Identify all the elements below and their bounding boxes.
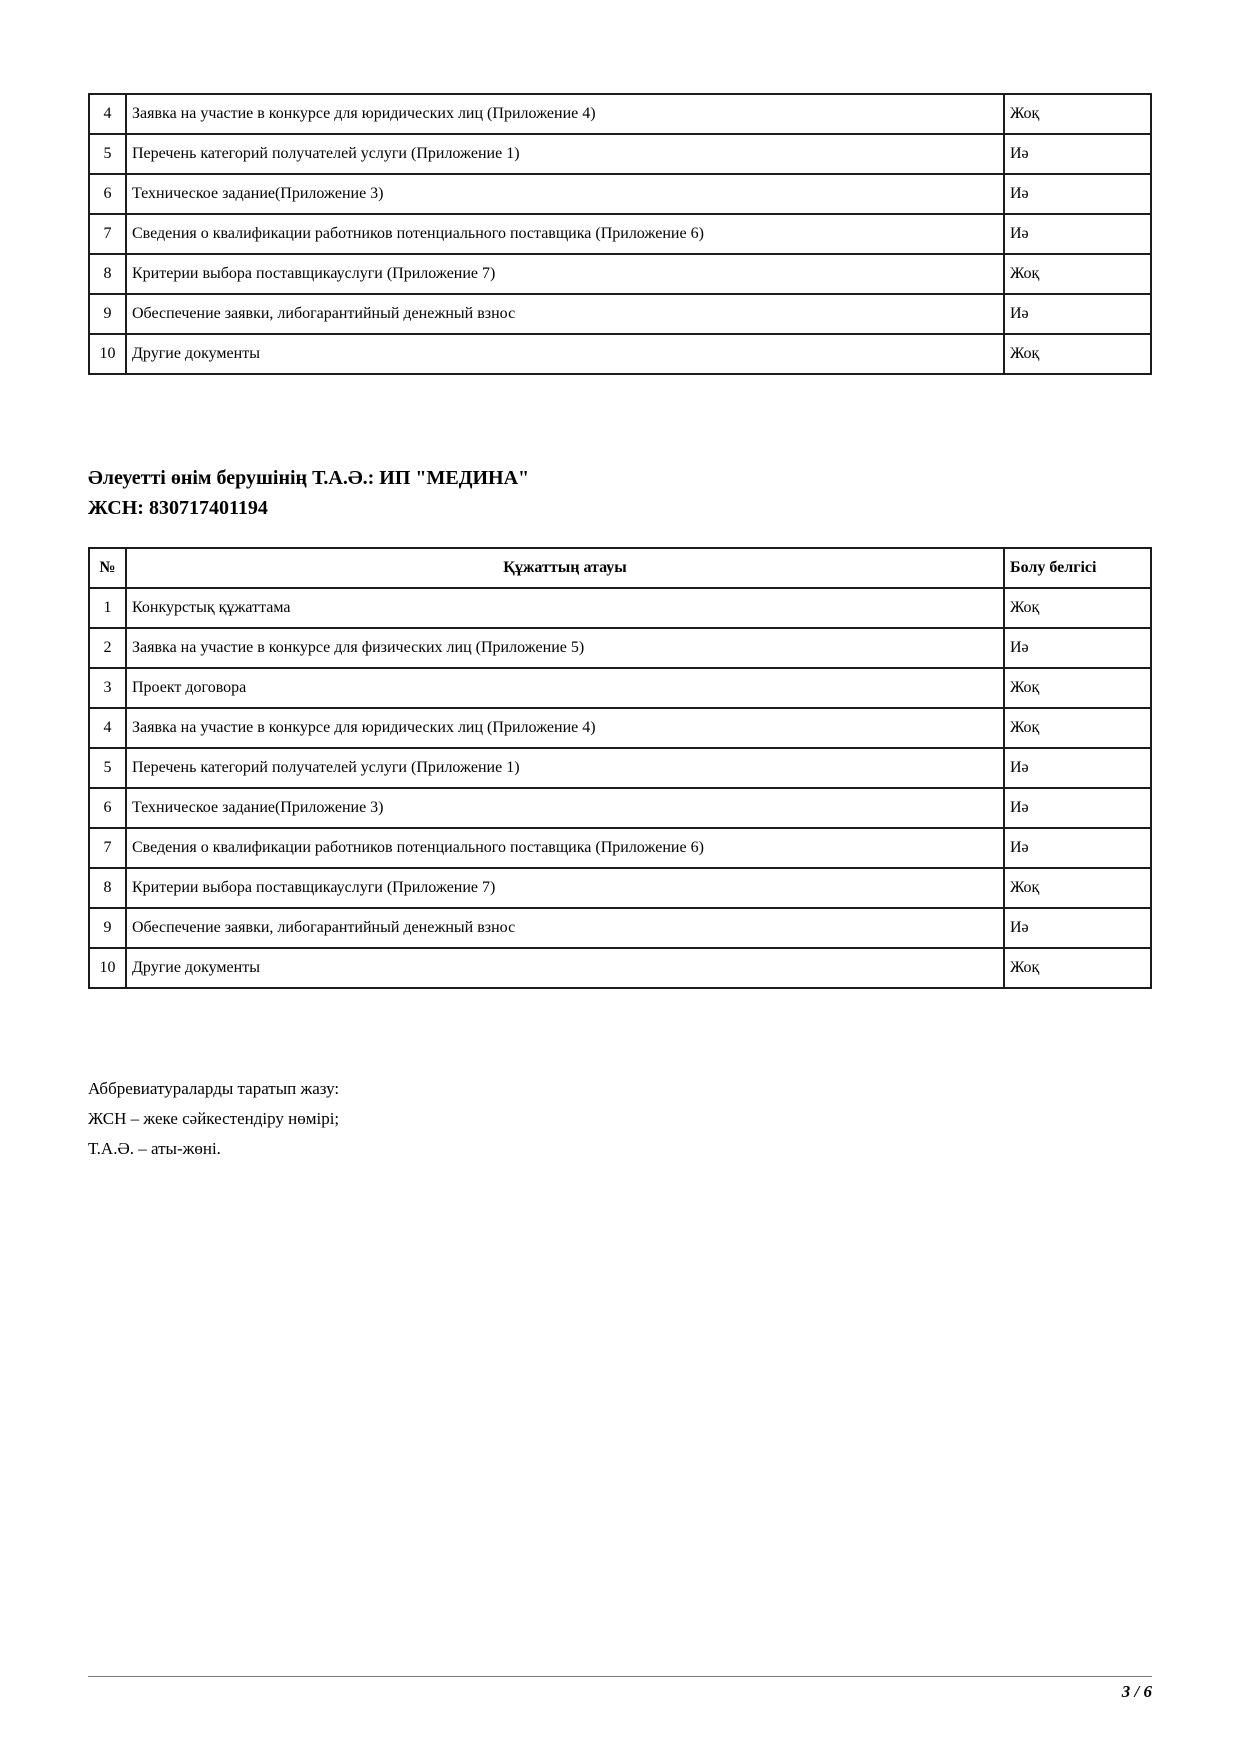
presence-flag-cell: Иә [1004, 174, 1151, 214]
table-row [89, 908, 1151, 948]
presence-flag-cell: Иә [1004, 134, 1151, 174]
row-number-cell: 10 [89, 948, 126, 988]
presence-flag-cell: Иә [1004, 748, 1151, 788]
table-row [89, 134, 1151, 174]
supplier-name-line: Әлеуетті өнім берушінің Т.А.Ә.: ИП "МЕДИНА" [88, 467, 530, 489]
presence-flag-cell: Иә [1004, 628, 1151, 668]
supplier-id-line: ЖСН: 830717401194 [88, 497, 268, 519]
table-row [89, 668, 1151, 708]
row-number-cell: 6 [89, 174, 126, 214]
table-row [89, 948, 1151, 988]
presence-flag-cell: Иә [1004, 908, 1151, 948]
table-row [89, 748, 1151, 788]
abbreviations-title: Аббревиатураларды таратып жазу: [88, 1079, 340, 1098]
document-name-cell: Перечень категорий получателей услуги (Приложение 1) [126, 134, 1004, 174]
row-number-cell: 5 [89, 748, 126, 788]
row-number-cell: 4 [89, 708, 126, 748]
abbreviation-zhsn: ЖСН – жеке сәйкестендіру нөмірі; [88, 1109, 340, 1128]
presence-flag-cell: Жоқ [1004, 708, 1151, 748]
row-number-cell: 7 [89, 828, 126, 868]
footer-divider [88, 1676, 1152, 1677]
table-row [89, 334, 1151, 374]
document-name-cell: Заявка на участие в конкурсе для физических лиц (Приложение 5) [126, 628, 1004, 668]
document-name-cell: Перечень категорий получателей услуги (Приложение 1) [126, 748, 1004, 788]
presence-flag-cell: Жоқ [1004, 254, 1151, 294]
documents-table-continued [88, 93, 1152, 375]
row-number-cell: 10 [89, 334, 126, 374]
row-number-cell: 9 [89, 294, 126, 334]
document-name-cell: Другие документы [126, 334, 1004, 374]
abbreviation-tae: Т.А.Ә. – аты-жөні. [88, 1139, 221, 1158]
presence-flag-cell: Жоқ [1004, 94, 1151, 134]
header-presence-flag: Болу белгісі [1004, 548, 1151, 588]
table-row [89, 588, 1151, 628]
document-name-cell: Техническое задание(Приложение 3) [126, 788, 1004, 828]
presence-flag-cell: Жоқ [1004, 588, 1151, 628]
document-name-cell: Другие документы [126, 948, 1004, 988]
row-number-cell: 6 [89, 788, 126, 828]
table-row [89, 868, 1151, 908]
document-name-cell: Сведения о квалификации работников потенциального поставщика (Приложение 6) [126, 828, 1004, 868]
row-number-cell: 5 [89, 134, 126, 174]
document-name-cell: Заявка на участие в конкурсе для юридических лиц (Приложение 4) [126, 708, 1004, 748]
presence-flag-cell: Иә [1004, 828, 1151, 868]
document-name-cell: Обеспечение заявки, либогарантийный денежный взнос [126, 294, 1004, 334]
table-row [89, 214, 1151, 254]
header-document-name: Құжаттың атауы [126, 548, 1004, 588]
row-number-cell: 3 [89, 668, 126, 708]
table-row [89, 828, 1151, 868]
document-name-cell: Критерии выбора поставщикауслуги (Приложение 7) [126, 868, 1004, 908]
presence-flag-cell: Жоқ [1004, 868, 1151, 908]
document-name-cell: Проект договора [126, 668, 1004, 708]
table-header-row [89, 548, 1151, 588]
row-number-cell: 2 [89, 628, 126, 668]
table-row [89, 94, 1151, 134]
presence-flag-cell: Иә [1004, 788, 1151, 828]
header-number-column: № [89, 548, 126, 588]
presence-flag-cell: Жоқ [1004, 334, 1151, 374]
table-row [89, 254, 1151, 294]
table-row [89, 628, 1151, 668]
page-number: 3 / 6 [1121, 1682, 1152, 1701]
documents-table [88, 547, 1152, 989]
table-row [89, 294, 1151, 334]
row-number-cell: 8 [89, 868, 126, 908]
table-row [89, 708, 1151, 748]
row-number-cell: 4 [89, 94, 126, 134]
presence-flag-cell: Жоқ [1004, 948, 1151, 988]
table-row [89, 788, 1151, 828]
row-number-cell: 7 [89, 214, 126, 254]
supplier-heading [88, 463, 1152, 523]
document-name-cell: Заявка на участие в конкурсе для юридических лиц (Приложение 4) [126, 94, 1004, 134]
document-name-cell: Критерии выбора поставщикауслуги (Приложение 7) [126, 254, 1004, 294]
row-number-cell: 9 [89, 908, 126, 948]
document-content [88, 0, 1152, 1164]
document-name-cell: Техническое задание(Приложение 3) [126, 174, 1004, 214]
presence-flag-cell: Жоқ [1004, 668, 1151, 708]
document-name-cell: Обеспечение заявки, либогарантийный денежный взнос [126, 908, 1004, 948]
presence-flag-cell: Иә [1004, 294, 1151, 334]
document-name-cell: Сведения о квалификации работников потенциального поставщика (Приложение 6) [126, 214, 1004, 254]
row-number-cell: 1 [89, 588, 126, 628]
document-name-cell: Конкурстық құжаттама [126, 588, 1004, 628]
presence-flag-cell: Иә [1004, 214, 1151, 254]
row-number-cell: 8 [89, 254, 126, 294]
table-row [89, 174, 1151, 214]
abbreviations-block [88, 1074, 1152, 1164]
